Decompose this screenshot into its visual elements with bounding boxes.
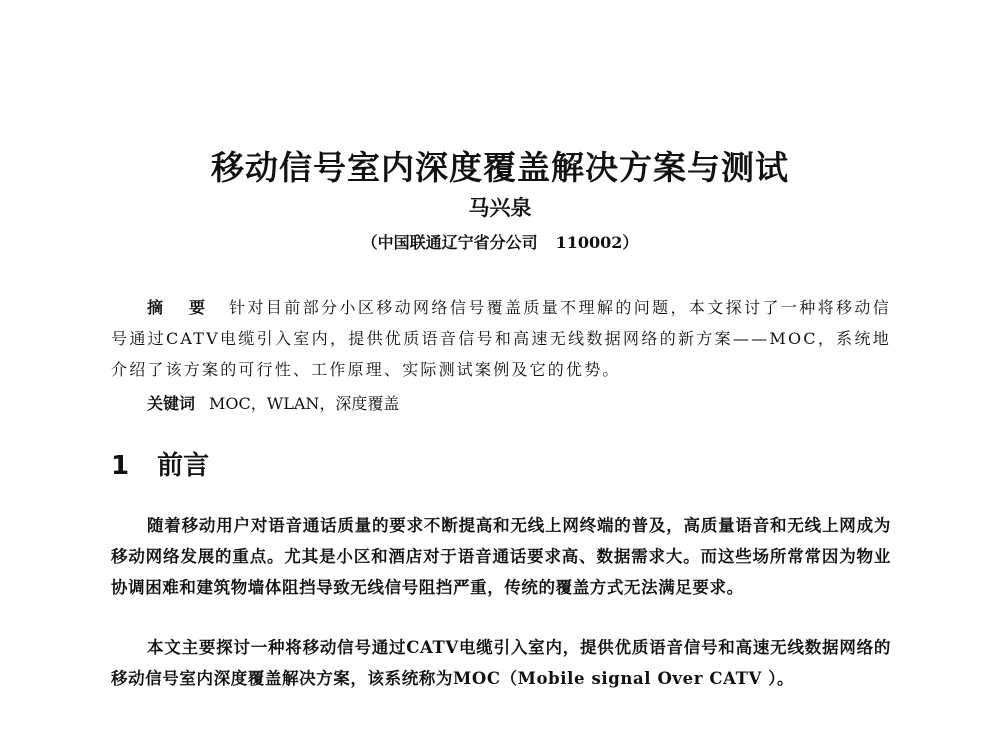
body-paragraph-2: 本文主要探讨一种将移动信号通过CATV电缆引入室内，提供优质语音信号和高速无线数据网络的移动信号室内深度覆盖解决方案，该系统称为MOC（Mobile signal Over CATV ）。 <box>111 638 891 688</box>
section-number: 1 <box>111 451 130 481</box>
affiliation <box>0 231 1000 255</box>
affiliation-org: （中国联通辽宁省分公司 <box>361 233 538 252</box>
paper-title: 移动信号室内深度覆盖解决方案与测试 <box>211 148 789 187</box>
section-title: 前言 <box>157 451 210 481</box>
abstract <box>111 292 891 385</box>
body-paragraph-1: 随着移动用户对语音通话质量的要求不断提高和无线上网终端的普及，高质量语音和无线上网成为移动网络发展的重点。尤其是小区和酒店对于语音通话要求高、数据需求大。而这些场所常常因为物业协调困难和建筑物墙体阻挡导致无线信号阻挡严重，传统的覆盖方式无法满足要求。 <box>111 516 891 597</box>
section-heading <box>111 447 209 485</box>
postal-code: 110002） <box>555 233 639 252</box>
keywords-label: 关键词 <box>147 394 196 413</box>
abstract-label: 摘 要 <box>147 298 216 317</box>
author-name: 马兴泉 <box>468 196 532 220</box>
keywords <box>147 389 891 419</box>
keywords-text: MOC，WLAN，深度覆盖 <box>209 394 400 413</box>
abstract-text: 针对目前部分小区移动网络信号覆盖质量不理解的问题，本文探讨了一种将移动信号通过CATV电缆引入室内，提供优质语音信号和高速无线数据网络的新方案——MOC，系统地介绍了该方案的可行性、工作原理、实际测试案例及它的优势。 <box>111 298 891 379</box>
